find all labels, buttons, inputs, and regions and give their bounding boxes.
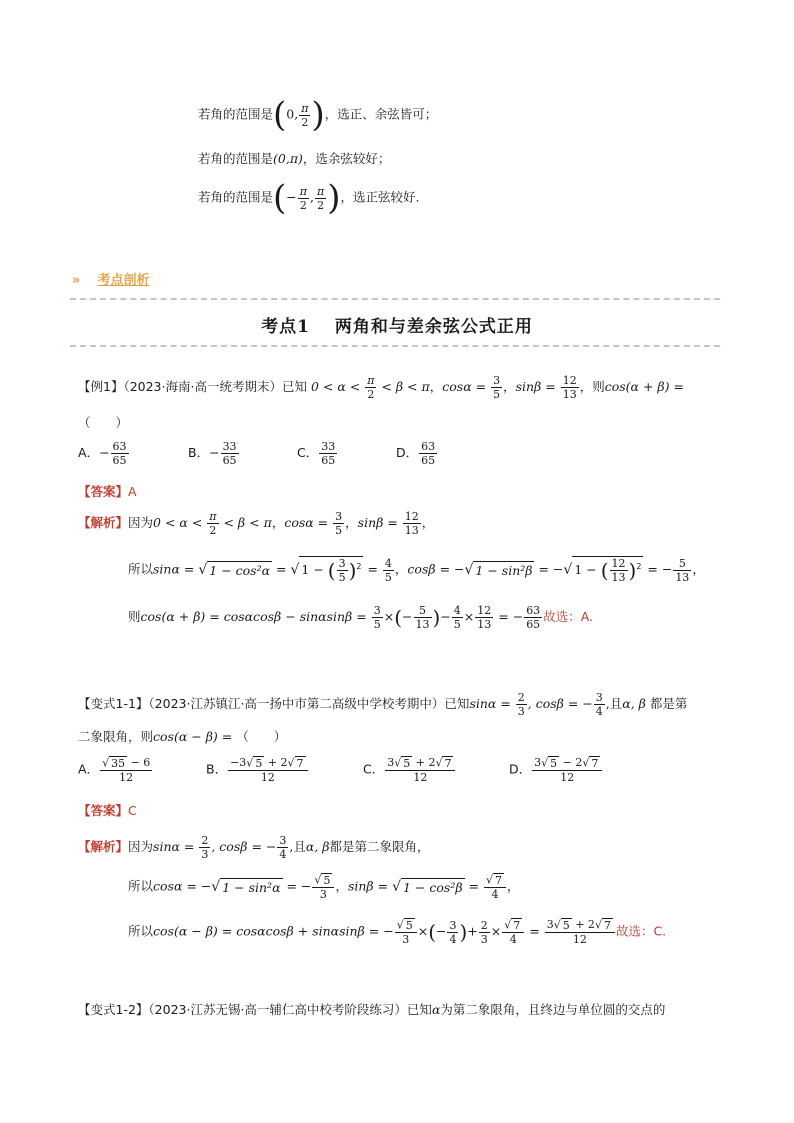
variant11-option-d[interactable]: D． $\frac{3√ 5 - 2√ 7}{12}$ <box>509 756 603 784</box>
example1-analysis-1: 【解析】因为0 < α < $\frac{\pi}{2}$ < β < π，cosα = $\frac{3}{5}$ ，sinβ = $\frac{12}{13}$ ， <box>78 510 435 537</box>
section-label: 考点剖析 <box>97 273 150 288</box>
topic-title: 考点1 两角和与差余弦公式正用 <box>261 317 533 337</box>
example1-option-a[interactable]: A．− $\frac{63}{65}$ <box>78 440 127 467</box>
example1-blank: （ ） <box>78 415 129 430</box>
example1-answer: 【答案】A <box>78 484 137 499</box>
variant11-analysis-1: 【解析】因为sinα = $\frac{2}{3}$ , cosβ = − $\frac{3}{4}$ ,且α, β都是第二象限角， <box>78 834 430 861</box>
double-chevron-icon: » <box>72 273 81 288</box>
section-header <box>72 269 150 288</box>
range-rule-3: 若角的范围是(− $\frac{\pi}{2}$ , $\frac{\pi}{2}$ )，选正弦较好. <box>198 178 420 218</box>
range-rule-1: 若角的范围是(0, $\frac{\pi}{2}$ )，选正、余弦皆可； <box>198 95 438 135</box>
divider-bottom <box>70 345 720 347</box>
example1-analysis-2: 所以sinα = √ 1 − cos²α = √ 1 − ( $\frac{3}{5}$ )$^2$ = $\frac{4}{5}$ ，cosβ = −√ 1 − sin²β = −√ 1 − ( $\frac{12}{13}$ )$^2$ = − $\frac{5}{13}$ ， <box>128 556 705 584</box>
example1-analysis-3: 则cos(α + β) = cosαcosβ − sinαsinβ = $\frac{3}{5}$ ×(− $\frac{5}{13}$ )− $\frac{4}{5}$ × $\frac{12}{13}$ = − $\frac{63}{65}$ 故选：A. <box>128 604 593 631</box>
range-rule-2: 若角的范围是(0,π)，选余弦较好； <box>198 151 391 166</box>
variant11-analysis-2: 所以cosα = −√ 1 − sin²α = − $\frac{√ 5}{3}$ ，sinβ = √ 1 − cos²β = $\frac{√ 7}{4}$ ， <box>128 873 520 901</box>
example1-option-d[interactable]: D． $\frac{63}{65}$ <box>396 440 436 467</box>
variant12-question: 【变式1-2】（2023·江苏无锡·高一辅仁高中校考阶段练习）已知α为第二象限角，且终边与单位圆的交点的 <box>78 1002 666 1017</box>
variant11-answer: 【答案】C <box>78 803 137 818</box>
variant11-question-2: 二象限角，则cos(α − β) = （ ） <box>78 729 287 744</box>
variant11-option-a[interactable]: A． $\frac{√ 35 - 6}{12}$ <box>78 756 151 784</box>
variant11-option-c[interactable]: C． $\frac{3√ 5 + 2√ 7}{12}$ <box>363 756 456 784</box>
variant11-analysis-3: 所以cos(α − β) = cosαcosβ + sinαsinβ = − $\frac{√ 5}{3}$ ×(− $\frac{3}{4}$ )+ $\frac{2}{3}$ × $\frac{√ 7}{4}$ = $\frac{3√ 5 + 2√ 7}{12}$ 故选：C. <box>128 918 667 946</box>
variant11-option-b[interactable]: B． $\frac{-3√ 5 + 2√ 7}{12}$ <box>206 756 309 784</box>
example1-option-b[interactable]: B．− $\frac{33}{65}$ <box>188 440 237 467</box>
example1-option-c[interactable]: C． $\frac{33}{65}$ <box>297 440 336 467</box>
example1-question: 【例1】（2023·海南·高一统考期末）已知 0 < α < $\frac{\pi}{2}$ < β < π，cosα = $\frac{3}{5}$ ，sinβ = $\frac{12}{13}$ ，则cos(α + β) = <box>78 374 684 401</box>
variant11-question: 【变式1-1】（2023·江苏镇江·高一扬中市第二高级中学校考期中）已知sinα = $\frac{2}{3}$ , cosβ = − $\frac{3}{4}$ ,且α, β 都是第 <box>78 691 688 718</box>
divider-top <box>70 298 720 300</box>
